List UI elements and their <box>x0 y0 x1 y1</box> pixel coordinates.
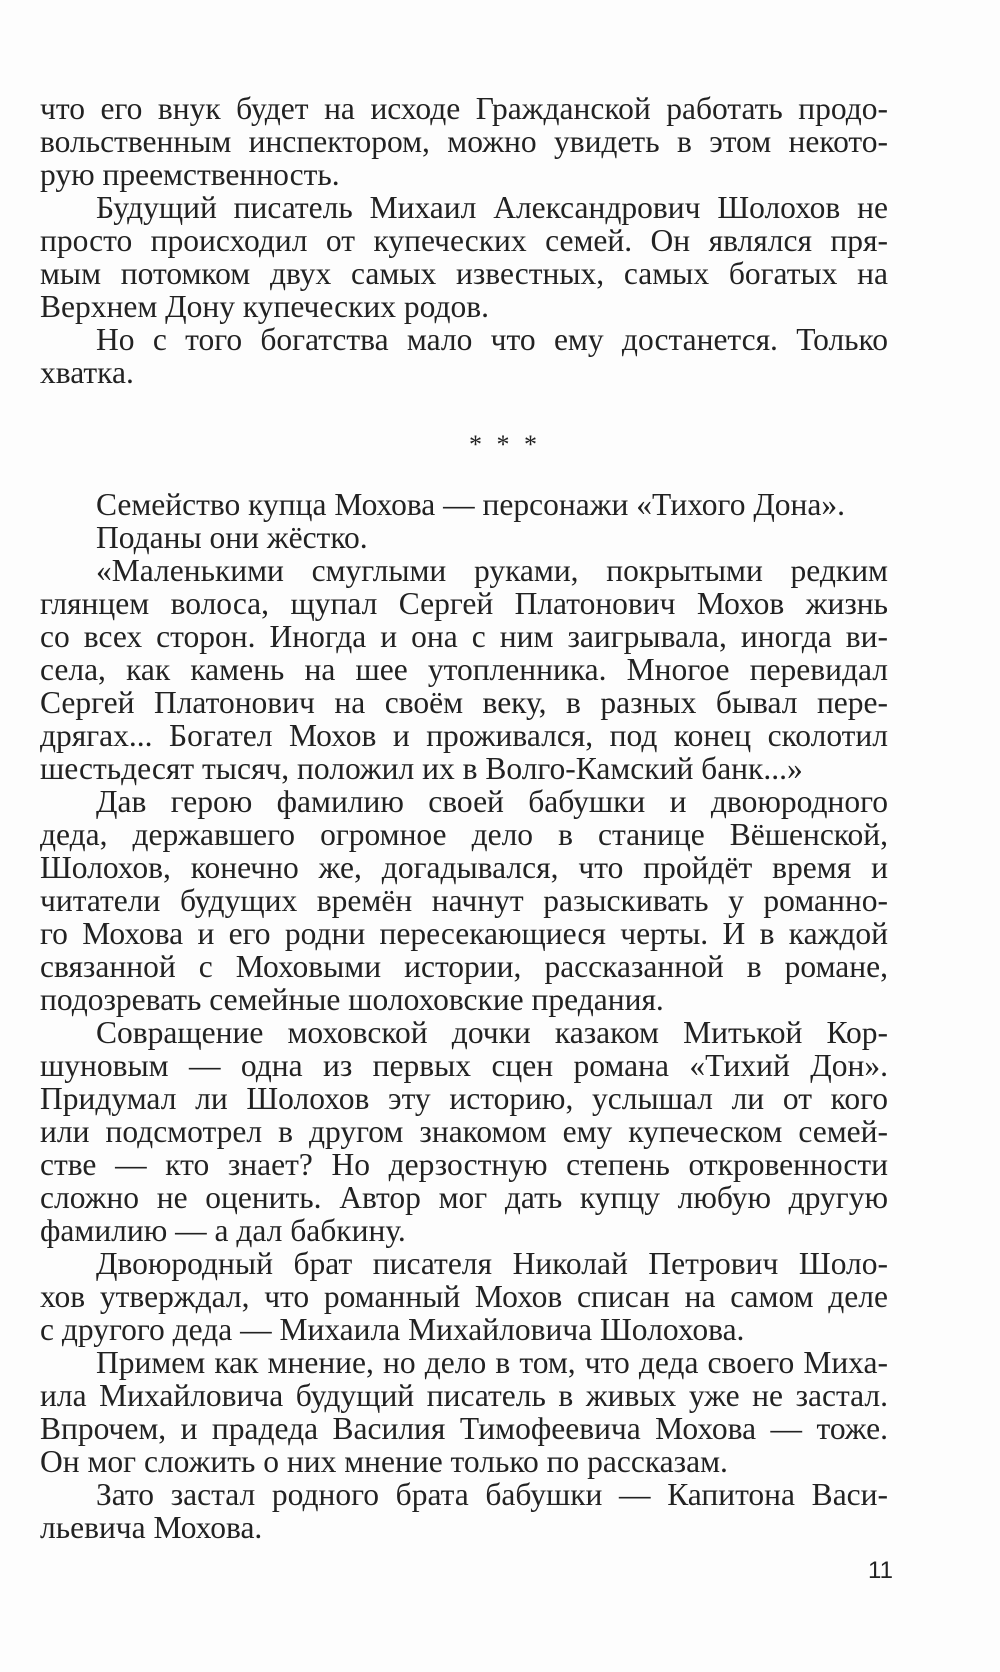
text-line: Придумал ли Шолохов эту историю, услышал ли от кого <box>40 1081 888 1116</box>
text-line: Впрочем, и прадеда Василия Тимофеевича Мохова — тоже. <box>40 1411 888 1446</box>
text-line: что его внук будет на исходе Гражданской работать продо- <box>40 91 888 126</box>
text-line: связанной с Моховыми истории, рассказанной в романе, <box>40 949 888 984</box>
text-line: читатели будущих времён начнут разыскивать у романно- <box>40 883 888 918</box>
text-line: хов утверждал, что романный Мохов списан на самом деле <box>40 1279 888 1314</box>
text-line: Будущий писатель Михаил Александрович Шолохов не <box>96 190 888 225</box>
text-line: Совращение моховской дочки казаком Митькой Кор- <box>96 1015 888 1050</box>
text-line: дрягах... Богател Мохов и проживался, под конец сколотил <box>40 718 888 753</box>
text-line: Семейство купца Мохова — персонажи «Тихого Дона». <box>96 487 846 522</box>
text-line: с другого деда — Михаила Михайловича Шолохова. <box>40 1312 745 1347</box>
text-line: просто происходил от купеческих семей. Он являлся пря- <box>40 223 888 258</box>
text-line: вольственным инспектором, можно увидеть в этом некото- <box>40 124 888 159</box>
text-line: деда, державшего огромное дело в станице Вёшенской, <box>40 817 888 852</box>
text-line: Двоюродный брат писателя Николай Петрович Шоло- <box>96 1246 888 1281</box>
section-separator: * * * <box>469 430 541 459</box>
text-line: го Мохова и его родни пересекающиеся черты. И в каждой <box>40 916 888 951</box>
text-line: Шолохов, конечно же, догадывался, что пройдёт время и <box>40 850 888 885</box>
text-line: Сергей Платонович на своём веку, в разных бывал пере- <box>40 685 888 720</box>
text-line: Примем как мнение, но дело в том, что деда своего Миха- <box>96 1345 888 1380</box>
text-line: шестьдесят тысяч, положил их в Волго-Камский банк...» <box>40 751 803 786</box>
text-line: «Маленькими смуглыми руками, покрытыми редким <box>96 553 888 588</box>
text-line: шуновым — одна из первых сцен романа «Тихий Дон». <box>40 1048 888 1083</box>
text-line: хватка. <box>40 355 134 390</box>
text-line: подозревать семейные шолоховские предания. <box>40 982 664 1017</box>
text-line: Но с того богатства мало что ему достанется. Только <box>96 322 888 357</box>
text-line: рую преемственность. <box>40 157 340 192</box>
text-line: льевича Мохова. <box>40 1510 263 1545</box>
text-line: сложно не оценить. Автор мог дать купцу любую другую <box>40 1180 888 1215</box>
text-line: села, как камень на шее утопленника. Многое перевидал <box>40 652 888 687</box>
text-line: Он мог сложить о них мнение только по рассказам. <box>40 1444 728 1479</box>
text-line: Поданы они жёстко. <box>96 520 368 555</box>
text-line: Зато застал родного брата бабушки — Капитона Васи- <box>96 1477 888 1512</box>
text-line: фамилию — а дал бабкину. <box>40 1213 406 1248</box>
text-line: Верхнем Дону купеческих родов. <box>40 289 490 324</box>
text-line: глянцем волоса, щупал Сергей Платонович Мохов жизнь <box>40 586 888 621</box>
text-line: стве — кто знает? Но дерзостную степень откровенности <box>40 1147 888 1182</box>
text-line: ила Михайловича будущий писатель в живых уже не застал. <box>40 1378 888 1413</box>
page-number: 11 <box>868 1557 893 1584</box>
text-line: со всех сторон. Иногда и она с ним заигрывала, иногда ви- <box>40 619 888 654</box>
text-line: Дав герою фамилию своей бабушки и двоюродного <box>96 784 888 819</box>
text-line: мым потомком двух самых известных, самых богатых на <box>40 256 888 291</box>
text-line: или подсмотрел в другом знакомом ему купеческом семей- <box>40 1114 888 1149</box>
